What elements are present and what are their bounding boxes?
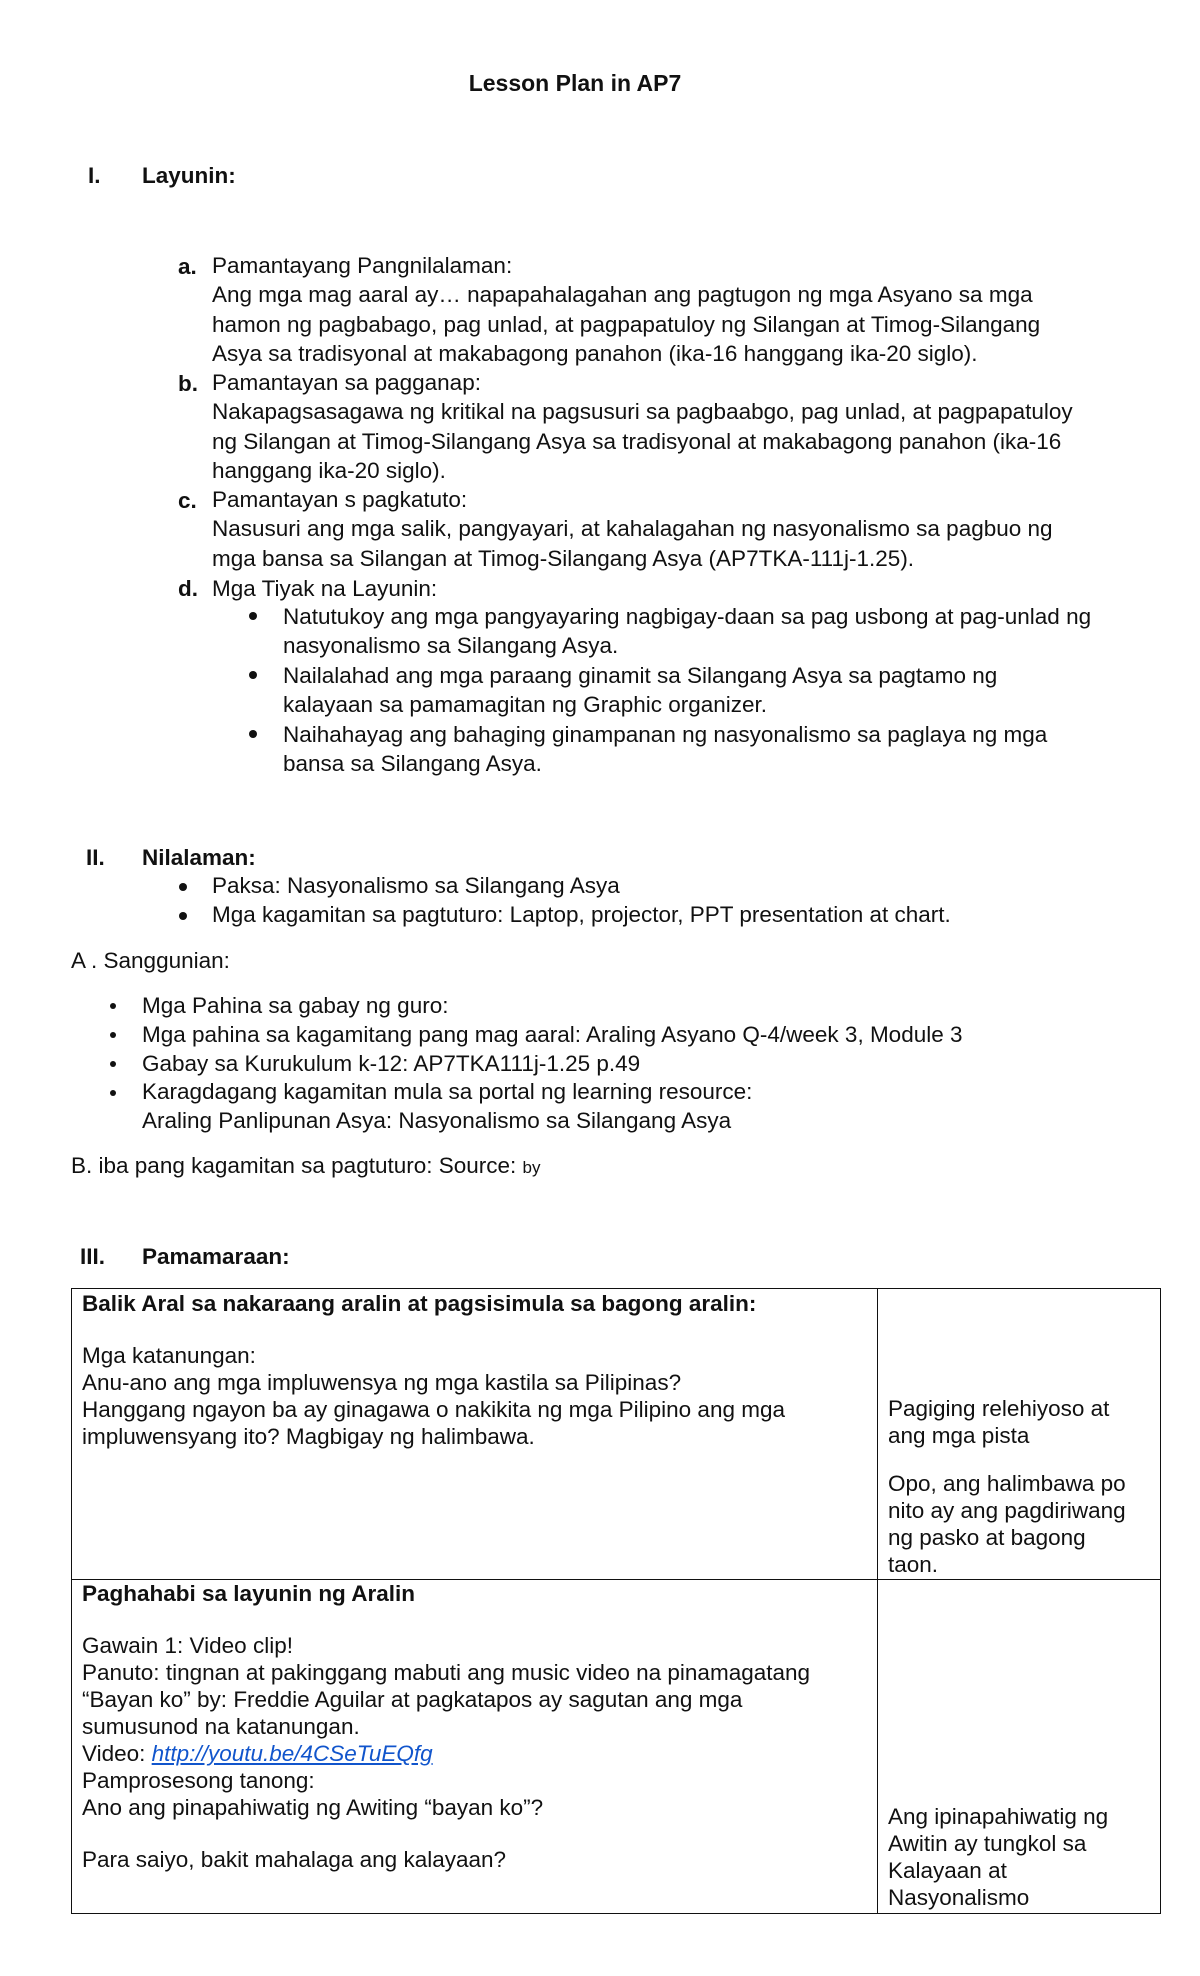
activity-text: Gawain 1: Video clip! Panuto: tingnan at pakinggang mabuti ang music video na pinamagatang “Bayan ko” by: Freddie Aguilar at pagkatapos ay sagutan ang mga sumusunod na katanungan. Video: http://youtu.be/4CSeTuEQfg Pamprosesong tanong: Ano ang pinapahiwatig ng Awiting “bayan ko”?: [82, 1633, 811, 1820]
reference-3: Gabay sa Kurukulum k-12: AP7TKA111j-1.25 p.49: [142, 1051, 641, 1076]
item-a-marker: a.: [178, 254, 197, 279]
section-3-numeral: III.: [80, 1244, 106, 1269]
item-b-text: Pamantayan sa pagganap: Nakapagsasagawa ng kritikal na pagsusuri sa pagbaabgo, pag unlad, at pagpapatuloy ng Silangan at Timog-Silangang Asya sa tradisyonal at makabagong panahon (ika-16 hanggang ika-20 siglo).: [212, 370, 1073, 483]
objective-2: Nailalahad ang mga paraang ginamit sa Silangang Asya sa pagtamo ng kalayaan sa pamamagitan ng Graphic organizer.: [283, 663, 998, 718]
section-1-heading: Layunin:: [142, 163, 236, 188]
table-row: [72, 1289, 1161, 1580]
item-d-label: Mga Tiyak na Layunin:: [212, 576, 438, 601]
review-answer-2: Opo, ang halimbawa po nito ay ang pagdiriwang ng pasko at bagong taon.: [888, 1471, 1126, 1577]
bullet-icon: [110, 1032, 116, 1038]
bullet-icon: [249, 730, 257, 738]
reference-4: Karagdagang kagamitan mula sa portal ng learning resource: Araling Panlipunan Asya: Nasyonalismo sa Silangang Asya: [142, 1079, 753, 1134]
reference-2: Mga pahina sa kagamitang pang mag aaral: Araling Asyano Q-4/week 3, Module 3: [142, 1022, 963, 1047]
video-link[interactable]: http://youtu.be/4CSeTuEQfg: [151, 1741, 433, 1766]
review-answer-1: Pagiging relehiyoso at ang mga pista: [888, 1396, 1110, 1448]
bullet-icon: [249, 671, 257, 679]
bullet-icon: [110, 1090, 116, 1096]
section-3-heading: Pamamaraan:: [142, 1244, 290, 1269]
section-2-heading: Nilalaman:: [142, 845, 256, 870]
item-c-text: Pamantayan s pagkatuto: Nasusuri ang mga salik, pangyayari, at kahalagahan ng nasyonalismo sa pagbuo ng mga bansa sa Silangan at Timog-Silangang Asya (AP7TKA-111j-1.25).: [212, 487, 1053, 571]
objective-3: Naihahayag ang bahaging ginampanan ng nasyonalismo sa paglaya ng mga bansa sa Silangang Asya.: [283, 722, 1048, 777]
objective-heading: Paghahabi sa layunin ng Aralin: [82, 1581, 415, 1606]
objective-answer-cell: [878, 1580, 1161, 1914]
bullet-icon: [249, 612, 257, 620]
objective-1: Natutukoy ang mga pangyayaring nagbigay-daan sa pag usbong at pag-unlad ng nasyonalismo sa Silangang Asya.: [283, 604, 1092, 659]
review-cell: [72, 1289, 878, 1580]
source-by: by: [522, 1158, 541, 1177]
item-d-marker: d.: [178, 576, 198, 601]
section-1-numeral: I.: [88, 163, 101, 188]
activity-last-question: Para saiyo, bakit mahalaga ang kalayaan?: [82, 1847, 507, 1872]
review-questions: Mga katanungan: Anu-ano ang mga impluwensya ng mga kastila sa Pilipinas? Hanggang ngayon ba ay ginagawa o nakikita ng mga Pilipino ang mga impluwensyang ito? Magbigay ng halimbawa.: [82, 1343, 785, 1449]
objective-cell: [72, 1580, 878, 1914]
video-line: Video: http://youtu.be/4CSeTuEQfg: [82, 1741, 433, 1766]
objective-answer: Ang ipinapahiwatig ng Awitin ay tungkol sa Kalayaan at Nasyonalismo: [888, 1804, 1109, 1910]
section-2-numeral: II.: [86, 845, 105, 870]
sanggunian-label: A . Sanggunian:: [71, 948, 230, 973]
item-b-marker: b.: [178, 371, 198, 396]
item-c-marker: c.: [178, 488, 197, 513]
topic-line: Paksa: Nasyonalismo sa Silangang Asya: [212, 873, 620, 898]
bullet-icon: [110, 1003, 116, 1009]
bullet-icon: [179, 912, 187, 920]
bullet-icon: [179, 883, 187, 891]
materials-line: Mga kagamitan sa pagtuturo: Laptop, projector, PPT presentation at chart.: [212, 902, 951, 927]
review-heading: Balik Aral sa nakaraang aralin at pagsisimula sa bagong aralin:: [82, 1291, 757, 1316]
other-materials-line: B. iba pang kagamitan sa pagtuturo: Source: by: [71, 1153, 541, 1178]
table-row: [72, 1580, 1161, 1914]
review-answer-cell: [878, 1289, 1161, 1580]
procedure-table: [71, 1288, 1161, 1914]
page-title: Lesson Plan in AP7: [468, 70, 682, 96]
reference-1: Mga Pahina sa gabay ng guro:: [142, 993, 449, 1018]
item-a-text: Pamantayang Pangnilalaman: Ang mga mag aaral ay… napapahalagahan ang pagtugon ng mga Asyano sa mga hamon ng pagbabago, pag unlad, at pagpapatuloy ng Silangan at Timog-Silangang Asya sa tradisyonal at makabagong panahon (ika-16 hanggang ika-20 siglo).: [212, 253, 1041, 366]
bullet-icon: [110, 1061, 116, 1067]
